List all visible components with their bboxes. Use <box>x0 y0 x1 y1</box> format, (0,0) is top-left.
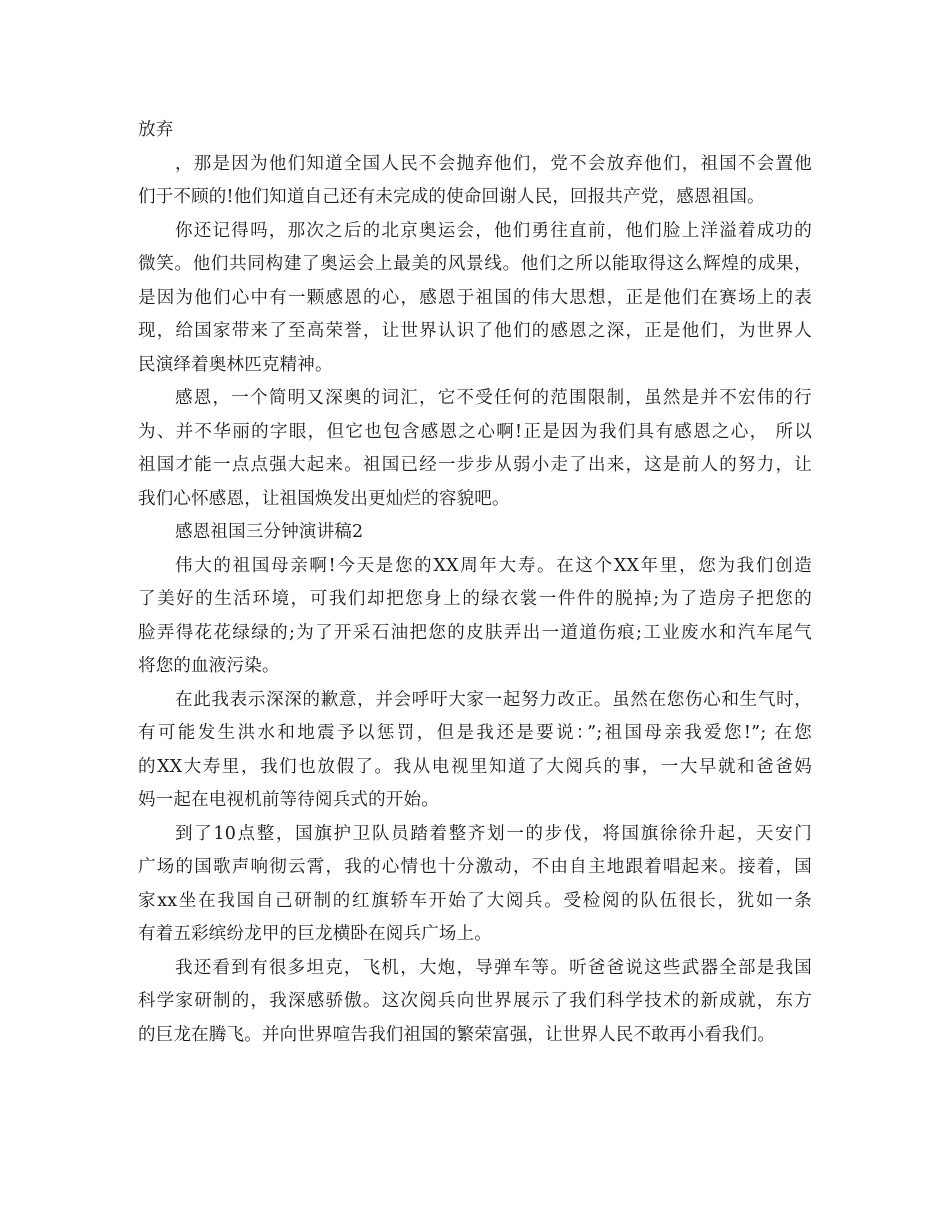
text-line: 现，给国家带来了至高荣誉，让世界认识了他们的感恩之深，正是他们，为世界人 <box>138 321 812 341</box>
text-line: 将您的血液污染。 <box>138 656 280 676</box>
text-line: ，那是因为他们知道全国人民不会抛弃他们，党不会放弃他们，祖国不会置他 <box>175 153 812 174</box>
text-line: 感恩，一个简明又深奥的词汇，它不受任何的范围限制，虽然是并不宏伟的行 <box>175 388 812 408</box>
text-line: 是因为他们心中有一颗感恩的心，感恩于祖国的伟大思想，正是他们在赛场上的表 <box>138 287 812 308</box>
text-line: 伟大的祖国母亲啊!今天是您的XX周年大寿。在这个XX年里，您为我们创造 <box>175 555 812 576</box>
text-line: 们于不顾的!他们知道自己还有未完成的使命回谢人民，回报共产党，感恩祖国。 <box>138 187 765 207</box>
text-line: 微笑。他们共同构建了奥运会上最美的风景线。他们之所以能取得这么辉煌的成果， <box>138 254 812 274</box>
text-line: 我们心怀感恩，让祖国焕发出更灿烂的容貌吧。 <box>138 488 510 509</box>
text-line: 我还看到有很多坦克，飞机，大炮，导弹车等。听爸爸说这些武器全部是我国 <box>175 957 812 978</box>
text-line: 妈一起在电视机前等待阅兵式的开始。 <box>138 790 439 810</box>
text-line: 广场的国歌声响彻云霄，我的心情也十分激动，不由自主地跟着唱起来。接着，国 <box>138 857 812 877</box>
text-line: 科学家研制的，我深感骄傲。这次阅兵向世界展示了我们科学技术的新成就，东方 <box>138 991 812 1011</box>
text-line: 家xx坐在我国自己研制的红旗轿车开始了大阅兵。受检阅的队伍很长，犹如一条 <box>138 890 812 911</box>
text-line: 感恩祖国三分钟演讲稿2 <box>175 522 364 542</box>
text-line: 了美好的生活环境，可我们却把您身上的绿衣裳一件件的脱掉;为了造房子把您的 <box>138 589 812 609</box>
text-line: 祖国才能一点点强大起来。祖国已经一步步从弱小走了出来，这是前人的努力，让 <box>138 455 812 475</box>
text-line: 你还记得吗，那次之后的北京奥运会，他们勇往直前，他们脸上洋溢着成功的 <box>175 220 812 241</box>
text-line: 有着五彩缤纷龙甲的巨龙横卧在阅兵广场上。 <box>138 924 492 944</box>
document-body <box>138 114 812 1052</box>
text-line: 为、并不华丽的字眼，但它也包含感恩之心啊!正是因为我们具有感恩之心， 所以 <box>138 421 812 442</box>
text-line: 到了10点整，国旗护卫队员踏着整齐划一的步伐，将国旗徐徐升起，天安门 <box>175 823 812 844</box>
text-line: 的XX大寿里，我们也放假了。我从电视里知道了大阅兵的事，一大早就和爸爸妈 <box>138 756 812 777</box>
text-line: 放弃 <box>138 120 174 140</box>
text-line: 脸弄得花花绿绿的;为了开采石油把您的皮肤弄出一道道伤痕;工业废水和汽车尾气 <box>138 622 812 643</box>
text-line: 的巨龙在腾飞。并向世界喧告我们祖国的繁荣富强，让世界人民不敢再小看我们。 <box>138 1024 776 1045</box>
text-line: 有可能发生洪水和地震予以惩罚，但是我还是要说：”;祖国母亲我爱您!”; 在您 <box>138 723 812 743</box>
text-line: 民演绎着奥林匹克精神。 <box>138 354 333 375</box>
text-line: 在此我表示深深的歉意，并会呼吁大家一起努力改正。虽然在您伤心和生气时， <box>175 689 812 710</box>
